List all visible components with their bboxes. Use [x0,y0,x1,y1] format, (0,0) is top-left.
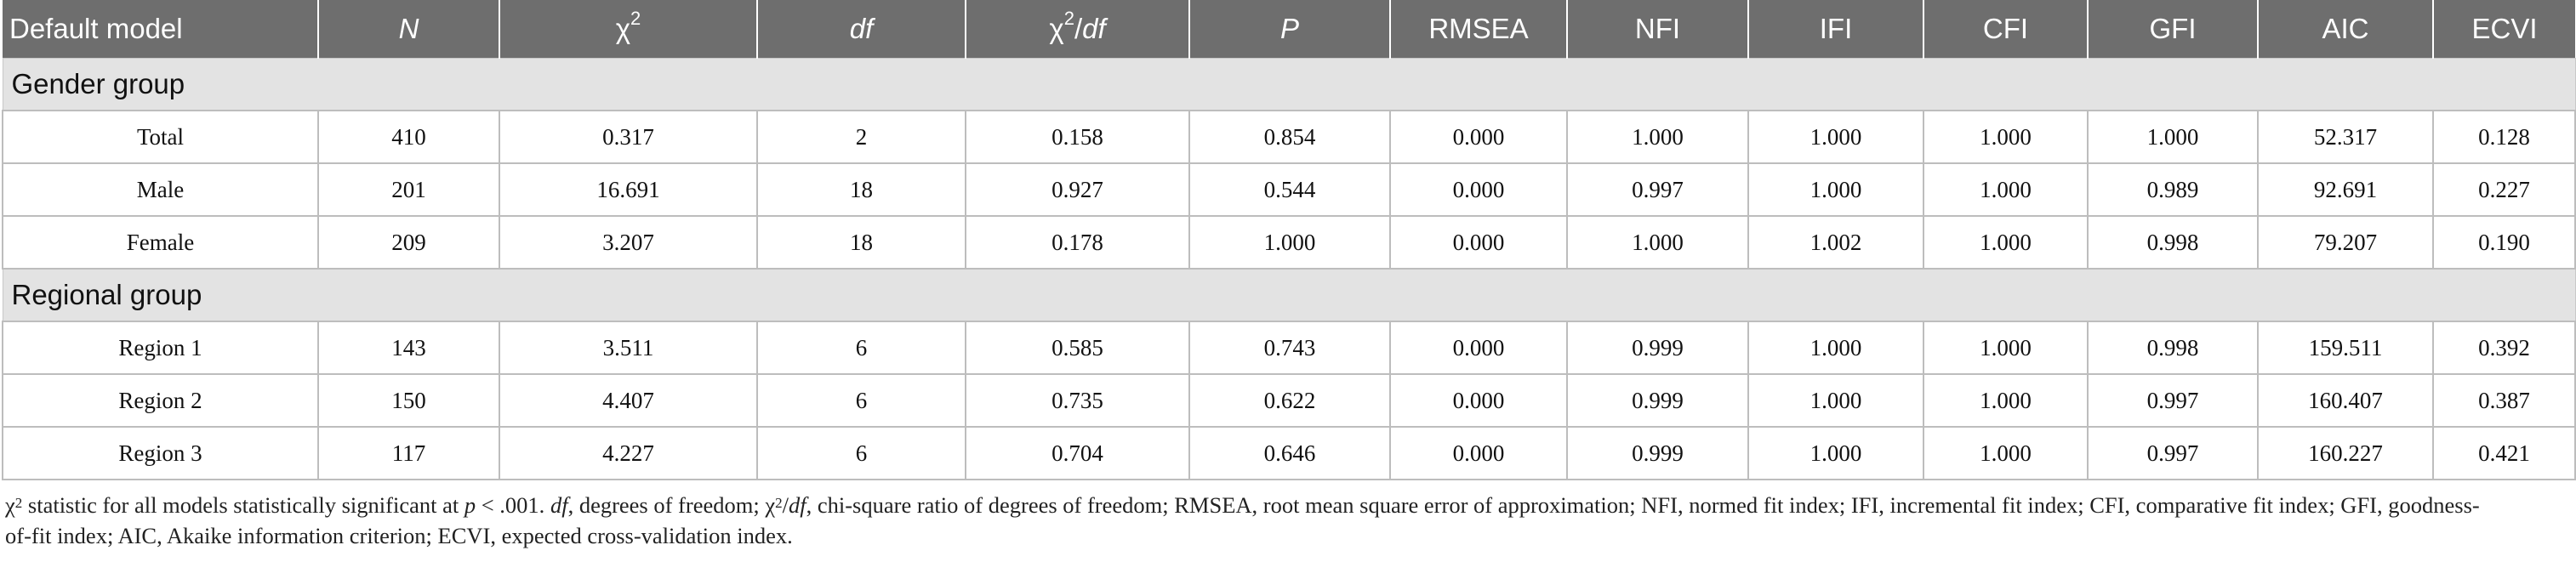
cell-nfi: 1.000 [1567,216,1748,269]
header-ecvi: ECVI [2433,0,2575,58]
cell-cfi: 1.000 [1923,427,2088,480]
cell-nfi: 1.000 [1567,111,1748,163]
cell-aic: 160.407 [2258,374,2433,427]
cell-model: Region 2 [3,374,318,427]
cell-nfi: 0.999 [1567,374,1748,427]
cell-p: 0.854 [1189,111,1390,163]
cell-ecvi: 0.387 [2433,374,2575,427]
cell-ifi: 1.000 [1748,427,1923,480]
header-ifi: IFI [1748,0,1923,58]
table-row [3,216,2575,269]
cell-model: Region 3 [3,427,318,480]
cell-aic: 160.227 [2258,427,2433,480]
group-label: Gender group [3,58,2575,111]
cell-chi2: 4.407 [499,374,757,427]
cell-df: 6 [757,321,966,374]
header-n: N [318,0,499,58]
table-body [3,58,2575,480]
header-nfi: NFI [1567,0,1748,58]
cell-chi2: 3.207 [499,216,757,269]
cell-ecvi: 0.392 [2433,321,2575,374]
cell-n: 150 [318,374,499,427]
header-aic: AIC [2258,0,2433,58]
cell-df: 18 [757,216,966,269]
cell-cfi: 1.000 [1923,111,2088,163]
group-row-regional [3,269,2575,321]
cell-rmsea: 0.000 [1390,163,1567,216]
cell-p: 0.646 [1189,427,1390,480]
cell-nfi: 0.999 [1567,321,1748,374]
cell-ratio: 0.585 [966,321,1189,374]
table-row [3,111,2575,163]
cell-ratio: 0.158 [966,111,1189,163]
header-cfi: CFI [1923,0,2088,58]
cell-cfi: 1.000 [1923,374,2088,427]
cell-df: 6 [757,427,966,480]
cell-aic: 79.207 [2258,216,2433,269]
cell-n: 143 [318,321,499,374]
cell-chi2: 3.511 [499,321,757,374]
cell-chi2: 4.227 [499,427,757,480]
cell-aic: 92.691 [2258,163,2433,216]
cell-model: Female [3,216,318,269]
header-row [3,0,2575,58]
cell-gfi: 0.997 [2088,374,2258,427]
cell-df: 2 [757,111,966,163]
cell-aic: 52.317 [2258,111,2433,163]
cell-p: 0.544 [1189,163,1390,216]
header-model: Default model [9,12,183,44]
cell-ratio: 0.704 [966,427,1189,480]
header-p: P [1189,0,1390,58]
cell-ifi: 1.000 [1748,374,1923,427]
header-gfi: GFI [2088,0,2258,58]
cell-n: 209 [318,216,499,269]
cell-n: 117 [318,427,499,480]
table-row [3,321,2575,374]
cell-ecvi: 0.227 [2433,163,2575,216]
cell-ecvi: 0.190 [2433,216,2575,269]
table-footnote: $\chi^2$ statistic for all models statistically significant at p < .001. df, degrees of freedom; $\chi^2/df$, chi-square ratio of degrees of freedom; RMSEA, root mean square error of approximation; NFI, normed fit index; IFI, incremental fit index; CFI, comparative fit index; GFI, goodness-of-fit index; AIC, Akaike information criterion; ECVI, expected cross-validation index. [5,492,2480,548]
table-row [3,374,2575,427]
cell-rmsea: 0.000 [1390,216,1567,269]
header-df: df [757,0,966,58]
cell-ratio: 0.178 [966,216,1189,269]
cell-model: Total [3,111,318,163]
table-row [3,427,2575,480]
cell-gfi: 0.989 [2088,163,2258,216]
header-chi2: $\chi^2$ [499,0,757,58]
fit-indices-table [2,0,2576,480]
cell-cfi: 1.000 [1923,216,2088,269]
cell-nfi: 0.997 [1567,163,1748,216]
group-row-gender [3,58,2575,111]
header-rmsea: RMSEA [1390,0,1567,58]
cell-gfi: 0.998 [2088,321,2258,374]
cell-gfi: 0.997 [2088,427,2258,480]
header-chi2-df-ratio: $\chi^2/df$ [966,0,1189,58]
cell-rmsea: 0.000 [1390,111,1567,163]
cell-df: 6 [757,374,966,427]
cell-chi2: 16.691 [499,163,757,216]
cell-ifi: 1.000 [1748,321,1923,374]
cell-chi2: 0.317 [499,111,757,163]
cell-gfi: 0.998 [2088,216,2258,269]
cell-model: Region 1 [3,321,318,374]
cell-ifi: 1.000 [1748,111,1923,163]
cell-ecvi: 0.128 [2433,111,2575,163]
cell-cfi: 1.000 [1923,163,2088,216]
cell-model: Male [3,163,318,216]
cell-nfi: 0.999 [1567,427,1748,480]
table-header [3,0,2575,58]
cell-rmsea: 0.000 [1390,374,1567,427]
cell-n: 410 [318,111,499,163]
cell-ecvi: 0.421 [2433,427,2575,480]
cell-p: 0.743 [1189,321,1390,374]
cell-p: 0.622 [1189,374,1390,427]
cell-ifi: 1.000 [1748,163,1923,216]
cell-ifi: 1.002 [1748,216,1923,269]
cell-n: 201 [318,163,499,216]
group-label: Regional group [3,269,2575,321]
cell-aic: 159.511 [2258,321,2433,374]
table-row [3,163,2575,216]
cell-p: 1.000 [1189,216,1390,269]
cell-rmsea: 0.000 [1390,321,1567,374]
cell-cfi: 1.000 [1923,321,2088,374]
cell-gfi: 1.000 [2088,111,2258,163]
cell-df: 18 [757,163,966,216]
cell-ratio: 0.927 [966,163,1189,216]
cell-ratio: 0.735 [966,374,1189,427]
cell-rmsea: 0.000 [1390,427,1567,480]
